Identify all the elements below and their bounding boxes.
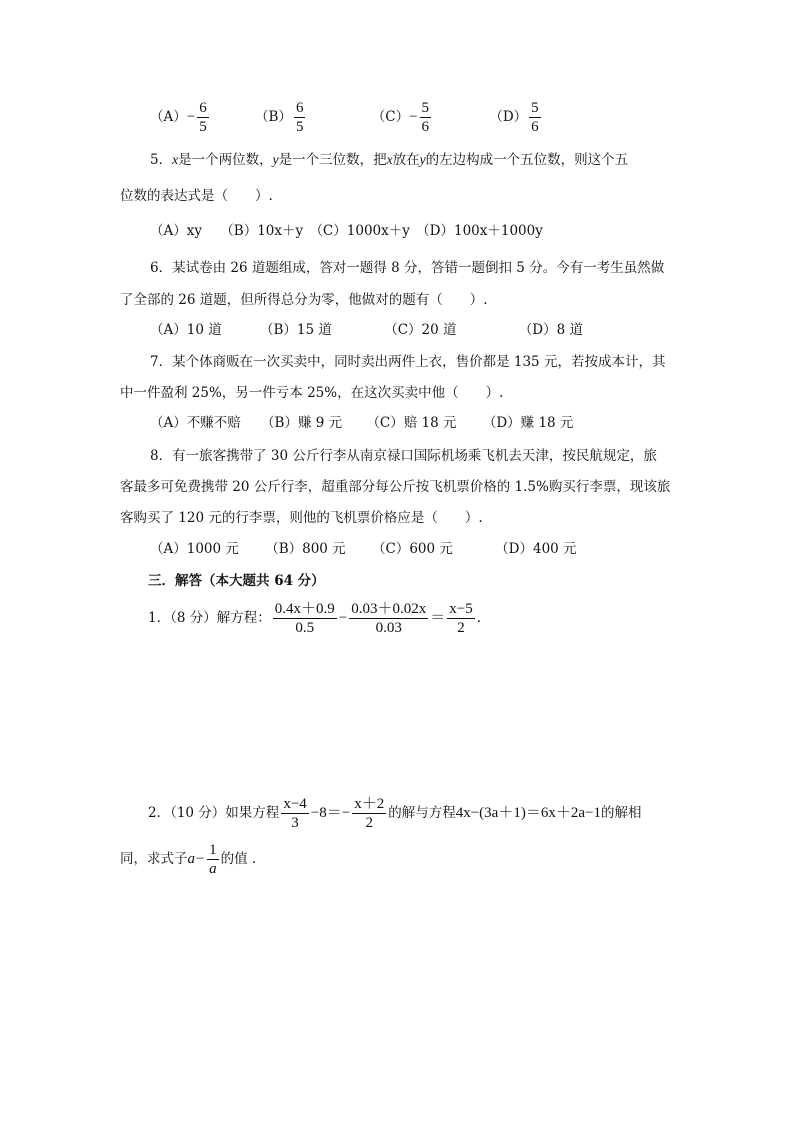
fraction: $\frac{x+2}{2}$ xyxy=(354,796,385,831)
q8-option-a: （A）1000 元 xyxy=(150,541,239,557)
q7-options-row xyxy=(150,413,601,433)
q7-line-1: 7．某个体商贩在一次买卖中，同时卖出两件上衣，售价都是 135 元，若按成本计，其 xyxy=(150,354,666,370)
section-heading: 三．解答（本大题共 64 分） xyxy=(148,573,325,589)
q8-line-1: 8．有一旅客携带了 30 公斤行李从南京禄口国际机场乘飞机去天津，按民航规定，旅 xyxy=(150,448,657,464)
q5-option-a: （A）xy xyxy=(150,223,202,239)
fraction: $\frac{5}{6}$ xyxy=(421,100,430,135)
q8-line-3: 客购买了 120 元的行李票，则他的飞机票价格应是（ ）. xyxy=(120,510,483,526)
q4-option-a: （A）− $\frac{6}{5}$ xyxy=(150,100,207,135)
q6-option-c: （C）20 道 xyxy=(384,322,457,338)
q6-line-1: 6．某试卷由 26 道题组成，答对一题得 8 分，答错一题倒扣 5 分。今有一考生虽然做 xyxy=(150,260,665,276)
q4-options-row xyxy=(150,98,571,136)
problem-1: 1．（8 分）解方程： $\frac{0.4x+0.9}{0.5}$ − $\frac{0.03+0.02x}{0.03}$ ＝ $\frac{x-5}{2}$ . xyxy=(148,601,482,636)
q6-option-b: （B）15 道 xyxy=(260,322,332,338)
q5-options-row xyxy=(150,221,571,241)
q8-options-row xyxy=(150,539,605,559)
q5-option-d: （D）100x＋1000y xyxy=(416,223,543,239)
q7-line-2: 中一件盈利 25%，另一件亏本 25%，在这次买卖中他（ ）. xyxy=(120,385,504,401)
q5-option-b: （B）10x＋y xyxy=(220,223,304,239)
q8-option-d: （D）400 元 xyxy=(495,541,577,557)
q6-option-d: （D）8 道 xyxy=(518,322,584,338)
q7-option-b: （B）赚 9 元 xyxy=(261,415,343,431)
fraction: $\frac{6}{5}$ xyxy=(199,100,207,135)
q6-options-row xyxy=(150,320,611,340)
q5-line-2: 位数的表达式是（ ）. xyxy=(120,188,273,204)
q7-option-c: （C）赔 18 元 xyxy=(366,415,457,431)
fraction: $\frac{0.4x+0.9}{0.5}$ xyxy=(274,601,335,636)
fraction: $\frac{1}{a}$ xyxy=(209,842,217,877)
q4-option-d: （D） $\frac{5}{6}$ xyxy=(489,100,539,135)
fraction: $\frac{x-4}{3}$ xyxy=(283,796,307,831)
q5-line-1: 5．x是一个两位数，y是一个三位数，把x放在y的左边构成一个五位数，则这个五 xyxy=(150,152,629,168)
q4-option-c: （C）− $\frac{5}{6}$ xyxy=(371,100,430,135)
problem-2-line-1: 2．（10 分）如果方程 $\frac{x-4}{3}$ −8＝− $\frac{x+2}{2}$ 的解与方程4x−(3a＋1)＝6x＋2a−1的解相 xyxy=(148,796,642,831)
fraction: $\frac{x-5}{2}$ xyxy=(449,601,473,636)
q7-option-a: （A）不赚不赔 xyxy=(150,415,241,431)
q6-option-a: （A）10 道 xyxy=(150,322,222,338)
problem-2-line-2: 同，求式子a− $\frac{1}{a}$ 的值 . xyxy=(120,842,257,877)
q8-option-b: （B）800 元 xyxy=(265,541,346,557)
q7-option-d: （D）赚 18 元 xyxy=(482,415,574,431)
q8-line-2: 客最多可免费携带 20 公斤行李，超重部分每公斤按飞机票价格的 1.5%购买行李票，现该旅 xyxy=(120,479,671,495)
q6-line-2: 了全部的 26 道题，但所得总分为零，他做对的题有（ ）. xyxy=(120,292,488,308)
fraction: $\frac{5}{6}$ xyxy=(531,100,539,135)
q8-option-c: （C）600 元 xyxy=(371,541,453,557)
q4-option-b: （B） $\frac{6}{5}$ xyxy=(255,100,304,135)
q5-option-c: （C）1000x＋y xyxy=(309,223,410,239)
fraction: $\frac{0.03+0.02x}{0.03}$ xyxy=(351,601,427,636)
fraction: $\frac{6}{5}$ xyxy=(295,100,304,135)
